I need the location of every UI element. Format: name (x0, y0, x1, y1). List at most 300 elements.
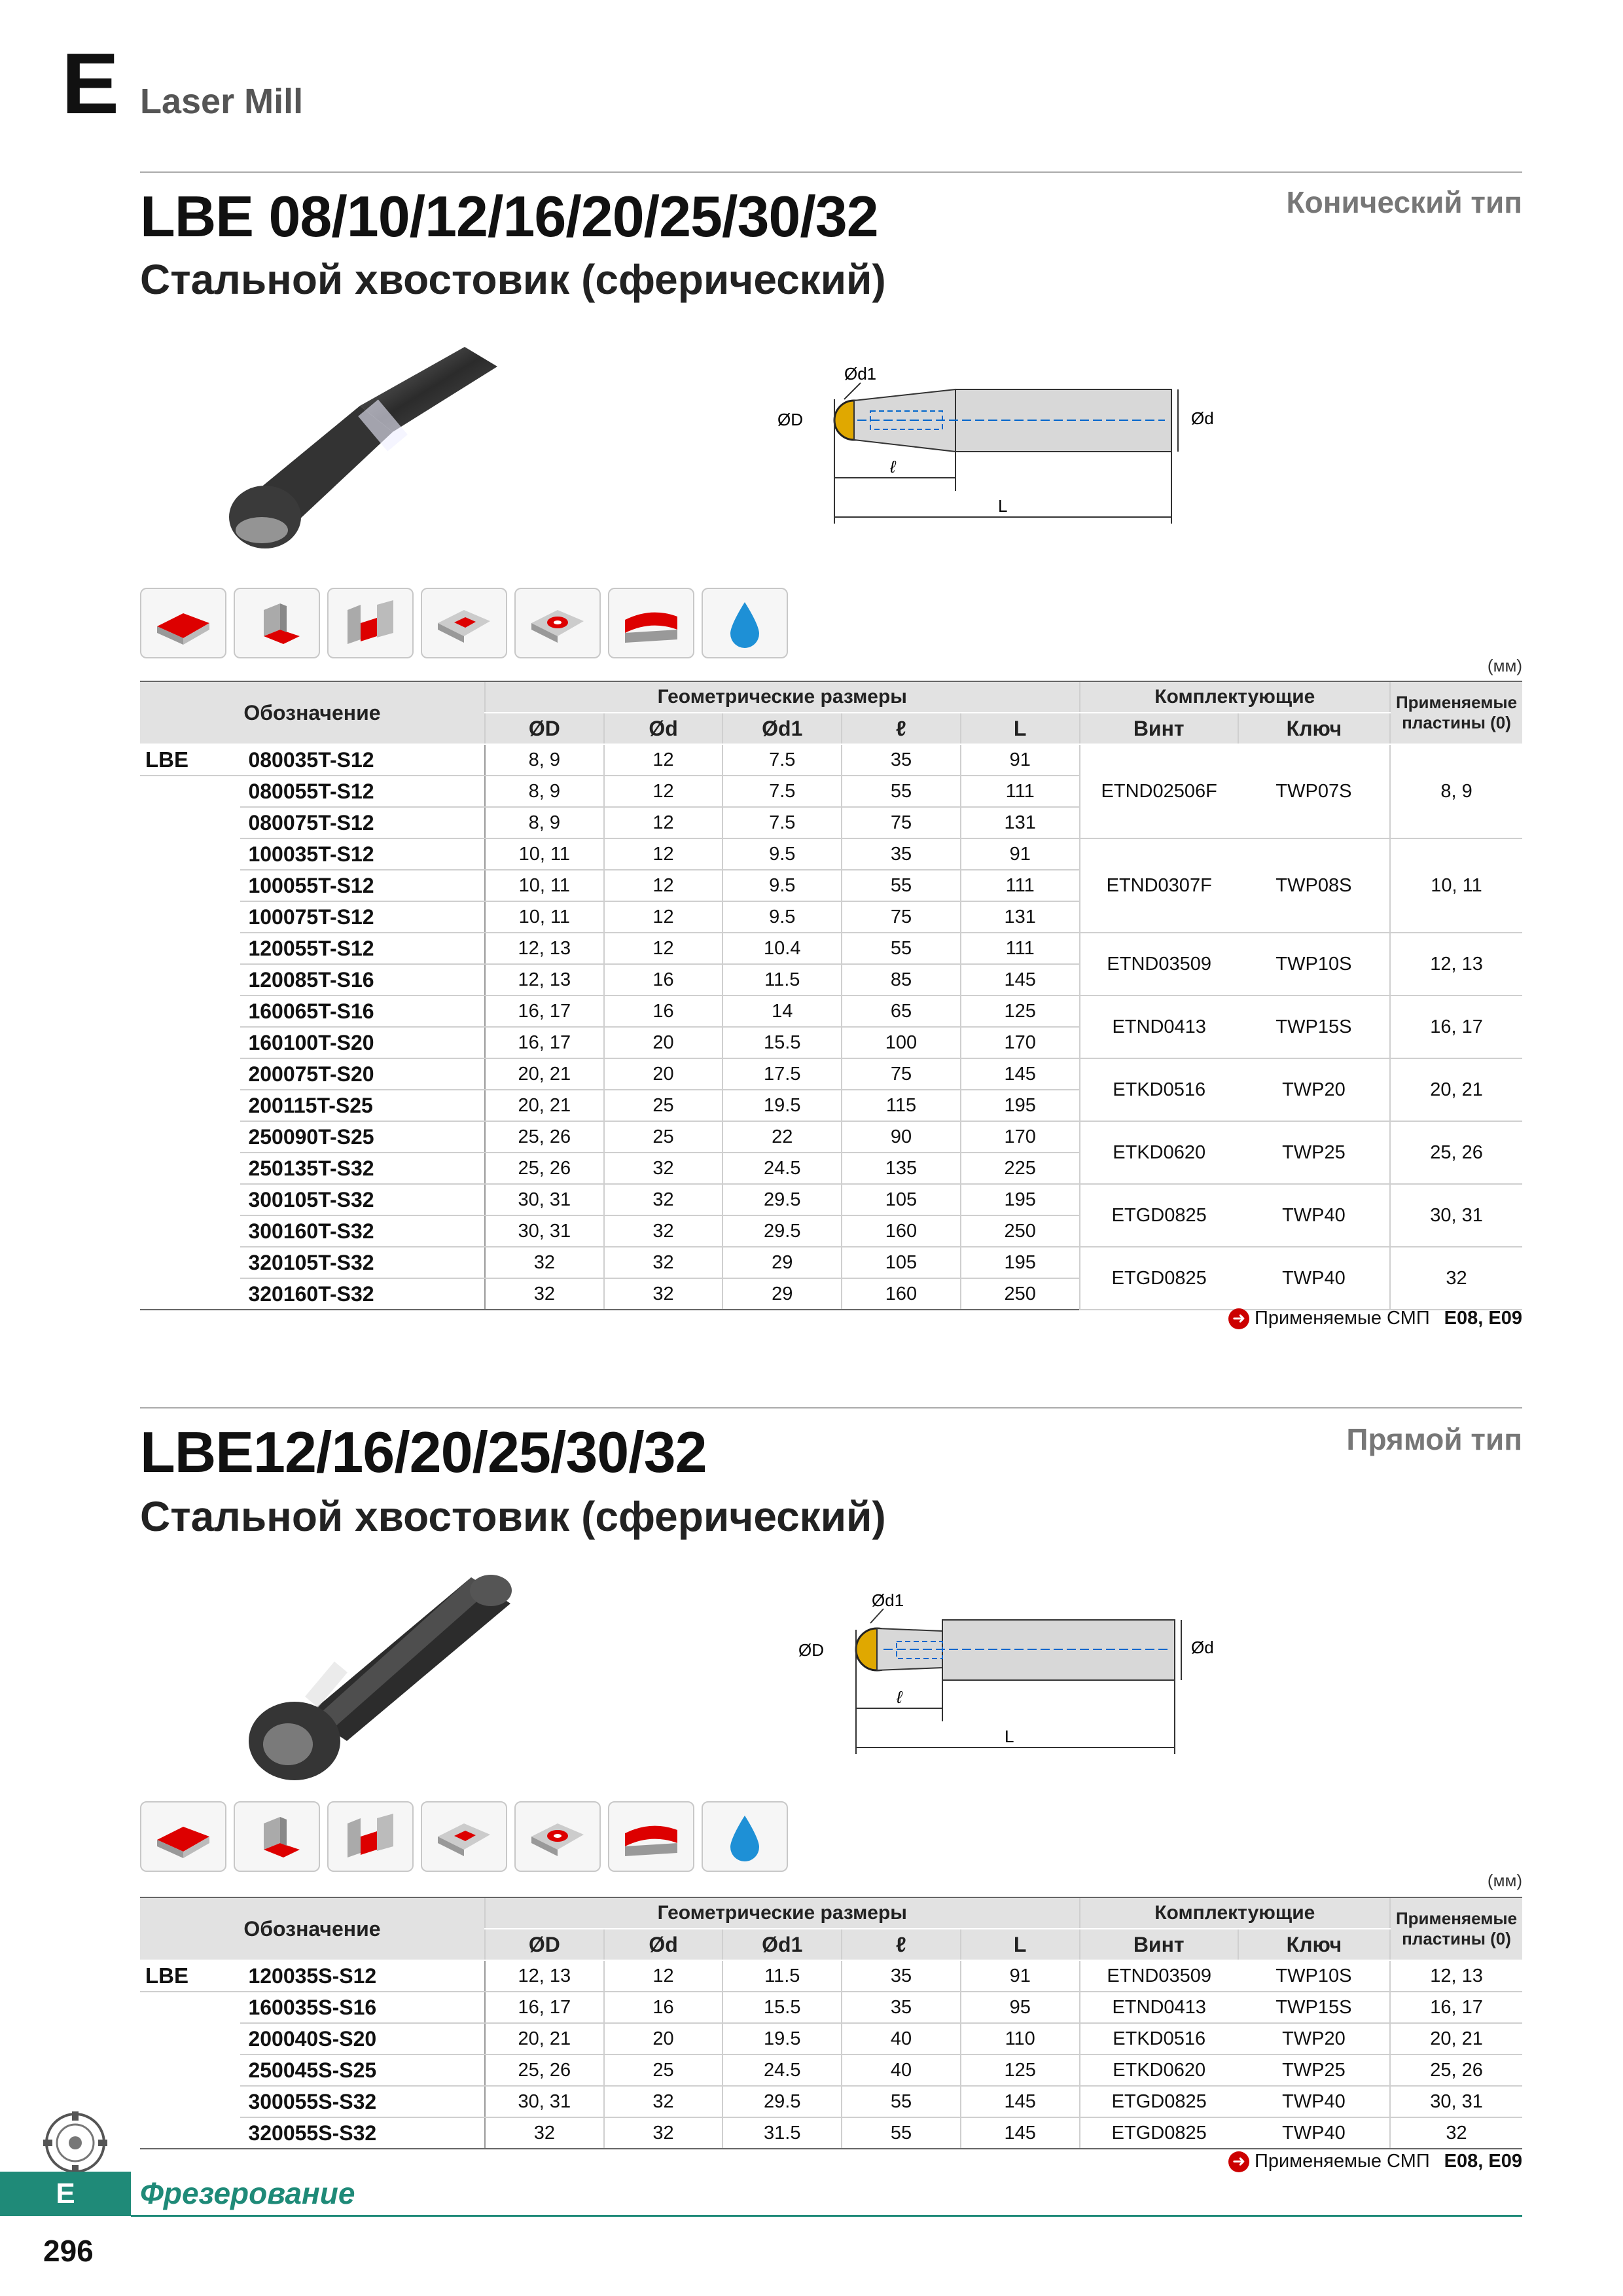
cell-D: 10, 11 (485, 870, 604, 901)
product-title: LBE12/16/20/25/30/32 (140, 1420, 707, 1484)
cell-d1: 29.5 (722, 1184, 842, 1215)
cell-d: 12 (604, 807, 723, 838)
cell-l: 40 (842, 2023, 961, 2054)
cell-key: TWP25 (1238, 2054, 1390, 2086)
section-divider (140, 171, 1522, 173)
cell-L: 250 (961, 1215, 1080, 1247)
product-code: 100035T-S12 (240, 838, 485, 870)
tool-photo-straight (196, 1564, 537, 1793)
cell-l: 160 (842, 1215, 961, 1247)
cell-key: TWP40 (1238, 2086, 1390, 2117)
d-label: Ød (1191, 1638, 1214, 1657)
cell-D: 12, 13 (485, 1960, 604, 1992)
cell-d1: 29 (722, 1247, 842, 1278)
cell-d1: 24.5 (722, 1153, 842, 1184)
row-group (140, 1090, 240, 1121)
D-label: ØD (798, 1640, 824, 1660)
table-row (140, 744, 1522, 776)
cell-d1: 10.4 (722, 933, 842, 964)
cell-d: 32 (604, 1153, 723, 1184)
product-code: 320160T-S32 (240, 1278, 485, 1310)
helical-milling-icon (514, 1801, 601, 1872)
table-row (140, 2086, 1522, 2117)
cell-d: 20 (604, 1058, 723, 1090)
L-label: L (998, 496, 1008, 516)
col-key: Ключ (1238, 1929, 1390, 1960)
cell-d1: 29 (722, 1278, 842, 1310)
coolant-icon (702, 588, 788, 658)
cell-key: TWP40 (1238, 1184, 1390, 1247)
cell-l: 75 (842, 807, 961, 838)
cell-d: 12 (604, 870, 723, 901)
cell-l: 65 (842, 996, 961, 1027)
profiling-icon (608, 588, 694, 658)
L-label: L (1005, 1727, 1014, 1746)
cell-D: 10, 11 (485, 838, 604, 870)
cell-L: 125 (961, 996, 1080, 1027)
cell-l: 55 (842, 2117, 961, 2149)
cell-key: TWP10S (1238, 1960, 1390, 1992)
header-geometry: Геометрические размеры (485, 681, 1080, 713)
row-group: LBE (140, 1960, 240, 1992)
smp-label: Применяемые СМП (1255, 2151, 1430, 2172)
cell-L: 145 (961, 964, 1080, 996)
row-group: LBE (140, 744, 240, 776)
cell-key: TWP20 (1238, 2023, 1390, 2054)
cell-d: 12 (604, 933, 723, 964)
cell-screw: ETGD0825 (1080, 2086, 1238, 2117)
cell-d1: 11.5 (722, 1960, 842, 1992)
cell-D: 12, 13 (485, 964, 604, 996)
type-label: Конический тип (1286, 185, 1522, 219)
cell-L: 145 (961, 1058, 1080, 1090)
product-code: 320105T-S32 (240, 1247, 485, 1278)
cell-key: TWP08S (1238, 838, 1390, 933)
cell-D: 32 (485, 1247, 604, 1278)
l-label: ℓ (897, 1687, 902, 1707)
cell-key: TWP40 (1238, 2117, 1390, 2149)
cell-d1: 7.5 (722, 776, 842, 807)
product-code: 300105T-S32 (240, 1184, 485, 1215)
section-name: Laser Mill (140, 82, 304, 121)
table-row (140, 2023, 1522, 2054)
cell-L: 125 (961, 2054, 1080, 2086)
cell-inserts: 25, 26 (1390, 1121, 1522, 1184)
table-row (140, 1247, 1522, 1278)
cell-D: 8, 9 (485, 744, 604, 776)
product-code: 160100T-S20 (240, 1027, 485, 1058)
smp-refs: E08, E09 (1444, 1308, 1522, 1329)
col-L: L (961, 1929, 1080, 1960)
cell-key: TWP25 (1238, 1121, 1390, 1184)
cell-inserts: 25, 26 (1390, 2054, 1522, 2086)
cell-inserts: 30, 31 (1390, 1184, 1522, 1247)
cell-L: 195 (961, 1184, 1080, 1215)
cell-key: TWP10S (1238, 933, 1390, 996)
cell-L: 145 (961, 2117, 1080, 2149)
product-title: LBE 08/10/12/16/20/25/30/32 (140, 184, 878, 249)
cell-d: 12 (604, 776, 723, 807)
col-d1: Ød1 (722, 1929, 842, 1960)
cell-l: 115 (842, 1090, 961, 1121)
cell-screw: ETND0413 (1080, 996, 1238, 1058)
col-d: Ød (604, 1929, 723, 1960)
cell-d: 32 (604, 2086, 723, 2117)
col-l: ℓ (842, 1929, 961, 1960)
helical-milling-icon (514, 588, 601, 658)
row-group (140, 2023, 240, 2054)
cell-inserts: 12, 13 (1390, 1960, 1522, 1992)
cell-d: 32 (604, 2117, 723, 2149)
row-group (140, 1278, 240, 1310)
cell-L: 170 (961, 1121, 1080, 1153)
cell-screw: ETND03509 (1080, 1960, 1238, 1992)
cell-d1: 31.5 (722, 2117, 842, 2149)
row-group (140, 996, 240, 1027)
slotting-icon (327, 588, 414, 658)
cell-l: 105 (842, 1247, 961, 1278)
tool-drawing-tapered (772, 360, 1243, 530)
applicable-inserts-ref[interactable] (1228, 2151, 1522, 2172)
cell-l: 40 (842, 2054, 961, 2086)
cell-inserts: 20, 21 (1390, 1058, 1522, 1121)
cell-l: 55 (842, 776, 961, 807)
col-key: Ключ (1238, 713, 1390, 744)
col-d1: Ød1 (722, 713, 842, 744)
cell-d1: 15.5 (722, 1992, 842, 2023)
table-row (140, 1184, 1522, 1215)
col-screw: Винт (1080, 1929, 1238, 1960)
cell-l: 75 (842, 1058, 961, 1090)
cell-l: 135 (842, 1153, 961, 1184)
table-row (140, 1058, 1522, 1090)
cell-D: 16, 17 (485, 996, 604, 1027)
tool-photo-tapered (196, 334, 537, 569)
applicable-inserts-ref[interactable] (1228, 1308, 1522, 1329)
application-icons (140, 1801, 788, 1872)
cell-l: 90 (842, 1121, 961, 1153)
cell-D: 25, 26 (485, 2054, 604, 2086)
cell-d1: 9.5 (722, 901, 842, 933)
product-code: 160065T-S16 (240, 996, 485, 1027)
cell-L: 250 (961, 1278, 1080, 1310)
row-group (140, 1027, 240, 1058)
product-code: 080075T-S12 (240, 807, 485, 838)
cell-D: 32 (485, 2117, 604, 2149)
cell-D: 10, 11 (485, 901, 604, 933)
col-D: ØD (485, 1929, 604, 1960)
row-group (140, 807, 240, 838)
header-inserts: Применяемые пластины (0) (1390, 1897, 1522, 1960)
cell-screw: ETND0413 (1080, 1992, 1238, 2023)
type-label: Прямой тип (1346, 1422, 1522, 1456)
cell-L: 95 (961, 1992, 1080, 2023)
product-code: 250135T-S32 (240, 1153, 485, 1184)
cell-inserts: 32 (1390, 2117, 1522, 2149)
header-designation: Обозначение (140, 1897, 485, 1960)
smp-label: Применяемые СМП (1255, 1308, 1430, 1329)
header-geometry: Геометрические размеры (485, 1897, 1080, 1929)
product-code: 200075T-S20 (240, 1058, 485, 1090)
row-group (140, 1184, 240, 1215)
cell-D: 16, 17 (485, 1027, 604, 1058)
cell-D: 16, 17 (485, 1992, 604, 2023)
footer-rule (131, 2215, 1522, 2217)
cell-L: 91 (961, 838, 1080, 870)
cell-inserts: 8, 9 (1390, 744, 1522, 838)
cell-key: TWP15S (1238, 996, 1390, 1058)
row-group (140, 2054, 240, 2086)
footer-category: Фрезерование (140, 2176, 355, 2210)
cell-d: 25 (604, 2054, 723, 2086)
product-code: 120035S-S12 (240, 1960, 485, 1992)
col-l: ℓ (842, 713, 961, 744)
cell-d: 32 (604, 1278, 723, 1310)
cell-screw: ETND03509 (1080, 933, 1238, 996)
col-D: ØD (485, 713, 604, 744)
cell-L: 225 (961, 1153, 1080, 1184)
cell-L: 91 (961, 744, 1080, 776)
tool-drawing-straight (798, 1590, 1243, 1761)
cell-d1: 7.5 (722, 807, 842, 838)
cell-screw: ETGD0825 (1080, 1247, 1238, 1310)
product-code: 300160T-S32 (240, 1215, 485, 1247)
cell-key: TWP20 (1238, 1058, 1390, 1121)
col-screw: Винт (1080, 713, 1238, 744)
product-code: 120085T-S16 (240, 964, 485, 996)
row-group (140, 1058, 240, 1090)
d1-label: Ød1 (872, 1590, 904, 1610)
cell-d: 32 (604, 1184, 723, 1215)
row-group (140, 776, 240, 807)
face-milling-icon (140, 1801, 226, 1872)
row-group (140, 964, 240, 996)
cell-L: 145 (961, 2086, 1080, 2117)
cell-l: 55 (842, 870, 961, 901)
table-row (140, 996, 1522, 1027)
smp-refs: E08, E09 (1444, 2151, 1522, 2172)
cell-d1: 22 (722, 1121, 842, 1153)
cell-d: 25 (604, 1090, 723, 1121)
row-group (140, 1247, 240, 1278)
cell-d1: 17.5 (722, 1058, 842, 1090)
product-code: 250045S-S25 (240, 2054, 485, 2086)
cell-d1: 9.5 (722, 838, 842, 870)
product-code: 160035S-S16 (240, 1992, 485, 2023)
cell-inserts: 30, 31 (1390, 2086, 1522, 2117)
cell-L: 91 (961, 1960, 1080, 1992)
product-subtitle: Стальной хвостовик (сферический) (140, 256, 886, 303)
cell-screw: ETGD0825 (1080, 1184, 1238, 1247)
row-group (140, 901, 240, 933)
section-letter: E (62, 35, 120, 132)
cell-d1: 7.5 (722, 744, 842, 776)
pocketing-icon (421, 588, 507, 658)
cell-screw: ETND02506F (1080, 744, 1238, 838)
row-group (140, 1215, 240, 1247)
cell-d: 32 (604, 1247, 723, 1278)
arrow-right-icon: ➜ (1228, 2151, 1249, 2172)
table-row (140, 2054, 1522, 2086)
cell-inserts: 10, 11 (1390, 838, 1522, 933)
cell-l: 35 (842, 1960, 961, 1992)
milling-cutter-icon (39, 2109, 111, 2174)
cell-key: TWP15S (1238, 1992, 1390, 2023)
row-group (140, 838, 240, 870)
cell-D: 32 (485, 1278, 604, 1310)
row-group (140, 1992, 240, 2023)
unit-label: (мм) (1487, 656, 1522, 675)
cell-d: 12 (604, 901, 723, 933)
product-code: 120055T-S12 (240, 933, 485, 964)
cell-L: 131 (961, 807, 1080, 838)
cell-inserts: 32 (1390, 1247, 1522, 1310)
cell-l: 55 (842, 933, 961, 964)
cell-d1: 29.5 (722, 1215, 842, 1247)
cell-l: 160 (842, 1278, 961, 1310)
cell-inserts: 20, 21 (1390, 2023, 1522, 2054)
shoulder-milling-icon (234, 1801, 320, 1872)
cell-d1: 19.5 (722, 1090, 842, 1121)
cell-d: 32 (604, 1215, 723, 1247)
col-L: L (961, 713, 1080, 744)
cell-l: 100 (842, 1027, 961, 1058)
unit-label: (мм) (1487, 1871, 1522, 1890)
cell-D: 8, 9 (485, 807, 604, 838)
cell-d: 12 (604, 744, 723, 776)
cell-L: 110 (961, 2023, 1080, 2054)
cell-D: 20, 21 (485, 1058, 604, 1090)
product-code: 200115T-S25 (240, 1090, 485, 1121)
page-number: 296 (43, 2234, 94, 2268)
cell-inserts: 12, 13 (1390, 933, 1522, 996)
table-row (140, 1121, 1522, 1153)
arrow-right-icon: ➜ (1228, 1308, 1249, 1329)
col-d: Ød (604, 713, 723, 744)
cell-inserts: 16, 17 (1390, 1992, 1522, 2023)
product-code: 320055S-S32 (240, 2117, 485, 2149)
row-group (140, 870, 240, 901)
product-subtitle: Стальной хвостовик (сферический) (140, 1493, 886, 1540)
cell-D: 20, 21 (485, 2023, 604, 2054)
cell-D: 12, 13 (485, 933, 604, 964)
cell-L: 111 (961, 870, 1080, 901)
row-group (140, 933, 240, 964)
cell-screw: ETGD0825 (1080, 2117, 1238, 2149)
product-code: 080035T-S12 (240, 744, 485, 776)
cell-screw: ETKD0620 (1080, 2054, 1238, 2086)
cell-L: 170 (961, 1027, 1080, 1058)
pocketing-icon (421, 1801, 507, 1872)
cell-l: 105 (842, 1184, 961, 1215)
cell-d: 20 (604, 1027, 723, 1058)
application-icons (140, 588, 788, 658)
cell-l: 55 (842, 2086, 961, 2117)
cell-d: 12 (604, 1960, 723, 1992)
cell-L: 195 (961, 1090, 1080, 1121)
l-label: ℓ (890, 457, 896, 476)
cell-L: 111 (961, 933, 1080, 964)
header-inserts: Применяемые пластины (0) (1390, 681, 1522, 744)
cell-d1: 14 (722, 996, 842, 1027)
cell-L: 195 (961, 1247, 1080, 1278)
product-code: 250090T-S25 (240, 1121, 485, 1153)
table-row (140, 1992, 1522, 2023)
cell-D: 30, 31 (485, 1184, 604, 1215)
cell-key: TWP07S (1238, 744, 1390, 838)
spec-table-tapered (140, 681, 1522, 1310)
cell-inserts: 16, 17 (1390, 996, 1522, 1058)
cell-l: 35 (842, 1992, 961, 2023)
product-code: 100075T-S12 (240, 901, 485, 933)
D-label: ØD (777, 410, 803, 429)
d-label: Ød (1191, 408, 1214, 428)
profiling-icon (608, 1801, 694, 1872)
cell-D: 30, 31 (485, 1215, 604, 1247)
header-components: Комплектующие (1080, 1897, 1390, 1929)
product-code: 100055T-S12 (240, 870, 485, 901)
cell-d1: 9.5 (722, 870, 842, 901)
cell-D: 25, 26 (485, 1121, 604, 1153)
cell-l: 75 (842, 901, 961, 933)
footer-section-badge: E (0, 2172, 131, 2216)
cell-d: 16 (604, 996, 723, 1027)
product-code: 300055S-S32 (240, 2086, 485, 2117)
cell-L: 131 (961, 901, 1080, 933)
d1-label: Ød1 (844, 364, 877, 384)
row-group (140, 1121, 240, 1153)
header-components: Комплектующие (1080, 681, 1390, 713)
cell-D: 20, 21 (485, 1090, 604, 1121)
cell-screw: ETND0307F (1080, 838, 1238, 933)
cell-l: 35 (842, 744, 961, 776)
cell-l: 35 (842, 838, 961, 870)
row-group (140, 1153, 240, 1184)
cell-d1: 11.5 (722, 964, 842, 996)
cell-d1: 29.5 (722, 2086, 842, 2117)
cell-d: 12 (604, 838, 723, 870)
table-row (140, 1960, 1522, 1992)
cell-d1: 15.5 (722, 1027, 842, 1058)
cell-d1: 19.5 (722, 2023, 842, 2054)
cell-l: 85 (842, 964, 961, 996)
cell-L: 111 (961, 776, 1080, 807)
cell-d: 20 (604, 2023, 723, 2054)
cell-key: TWP40 (1238, 1247, 1390, 1310)
face-milling-icon (140, 588, 226, 658)
product-code: 200040S-S20 (240, 2023, 485, 2054)
shoulder-milling-icon (234, 588, 320, 658)
cell-d: 16 (604, 1992, 723, 2023)
cell-D: 25, 26 (485, 1153, 604, 1184)
coolant-icon (702, 1801, 788, 1872)
cell-screw: ETKD0516 (1080, 1058, 1238, 1121)
product-code: 080055T-S12 (240, 776, 485, 807)
cell-d: 16 (604, 964, 723, 996)
slotting-icon (327, 1801, 414, 1872)
row-group (140, 2086, 240, 2117)
cell-d1: 24.5 (722, 2054, 842, 2086)
spec-table-straight (140, 1897, 1522, 2149)
row-group (140, 2117, 240, 2149)
cell-d: 25 (604, 1121, 723, 1153)
table-row (140, 933, 1522, 964)
table-row (140, 2117, 1522, 2149)
cell-screw: ETKD0620 (1080, 1121, 1238, 1184)
table-row (140, 838, 1522, 870)
section-divider (140, 1407, 1522, 1408)
cell-D: 8, 9 (485, 776, 604, 807)
